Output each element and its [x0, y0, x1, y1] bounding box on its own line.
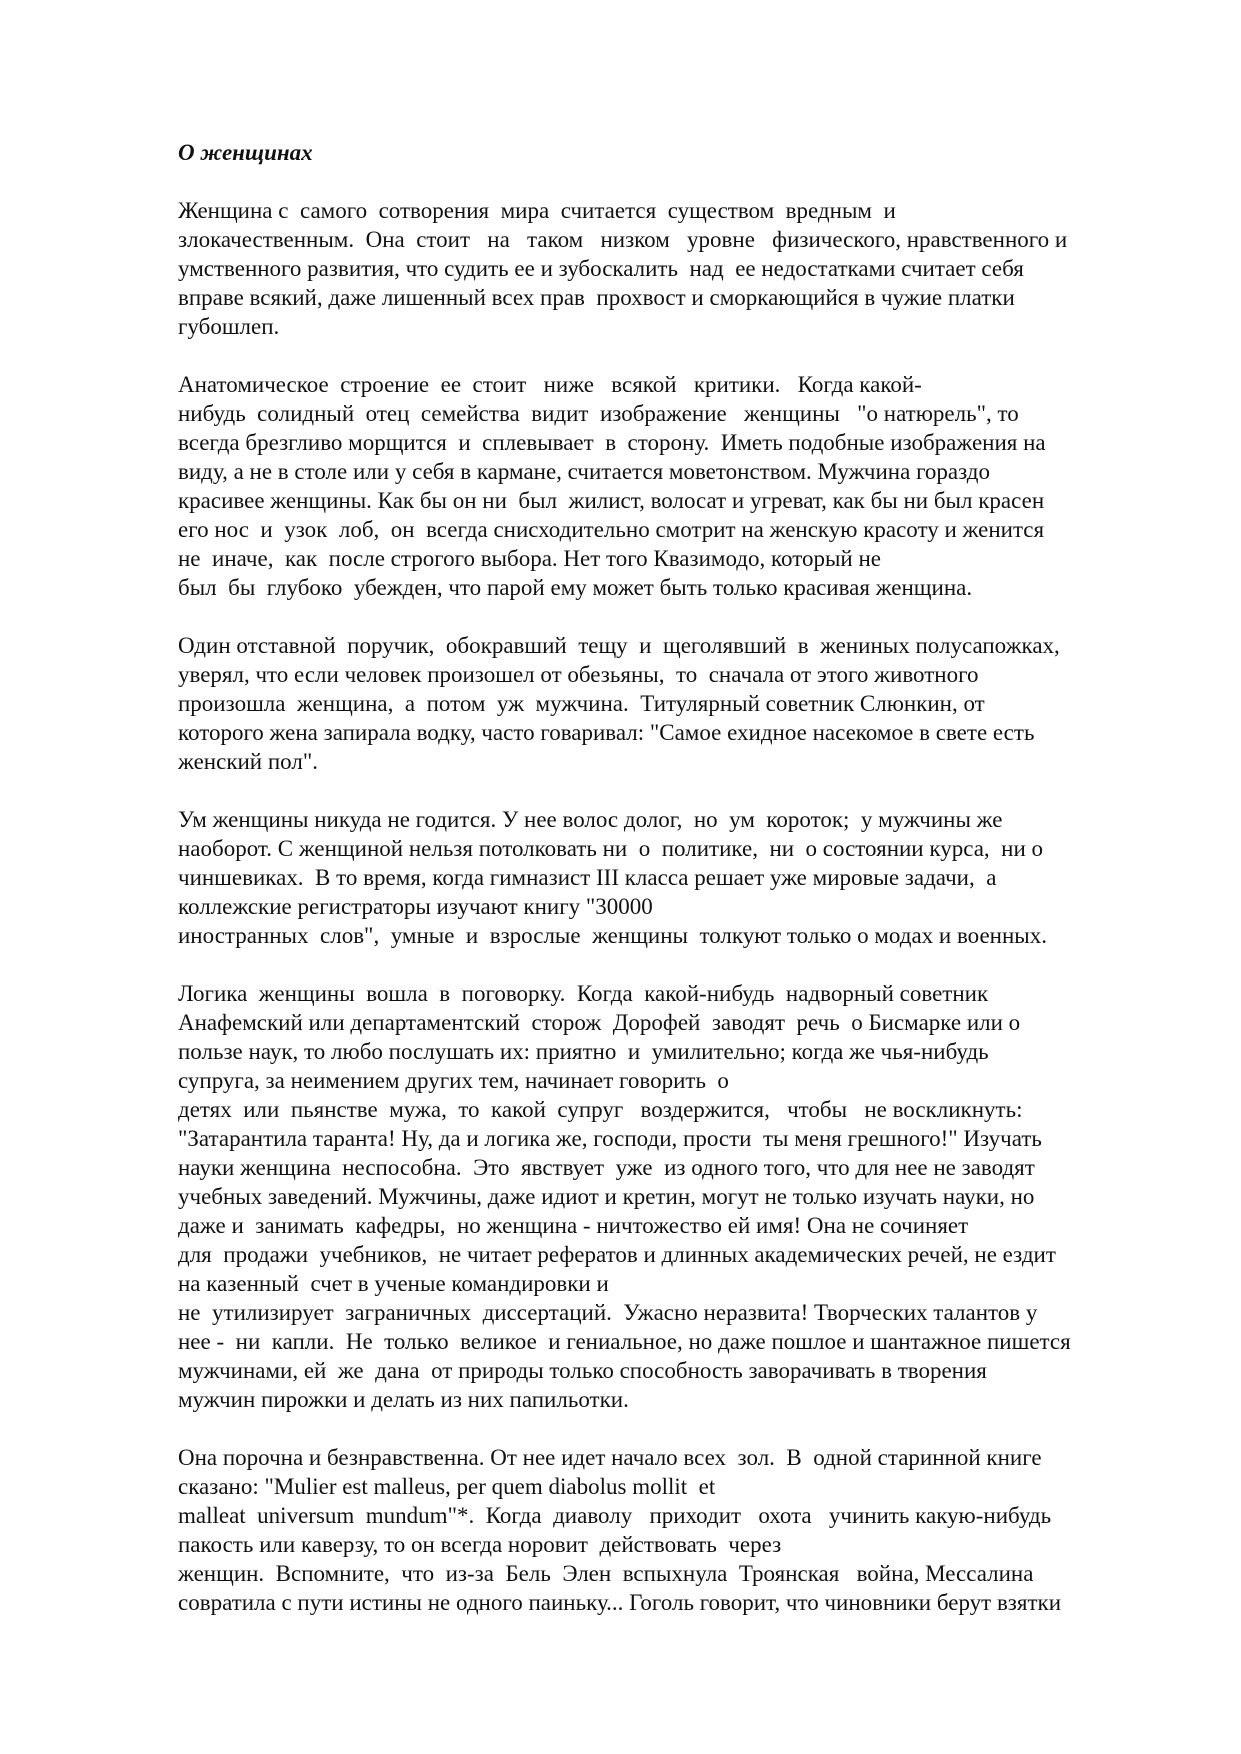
text-line: коллежские регистраторы изучают книгу "30000 [178, 894, 653, 919]
text-line: Один отставной поручик, обокравший тещу и щеголявший в жениных полусапожках, [178, 633, 1060, 658]
text-line: Анатомическое строение ее стоит ниже всякой критики. Когда какой- [178, 372, 922, 397]
text-line: уверял, что если человек произошел от обезьяны, то сначала от этого животного [178, 662, 979, 687]
text-line: всегда брезгливо морщится и сплевывает в сторону. Иметь подобные изображения на [178, 430, 1046, 455]
text-line: пакость или каверзу, то он всегда норовит действовать через [178, 1532, 782, 1557]
paragraph [178, 196, 1178, 341]
text-line: которого жена запирала водку, часто говаривал: "Самое ехидное насекомое в свете есть [178, 720, 1035, 745]
text-line: женщин. Вспомните, что из-за Бель Элен вспыхнула Троянская война, Мессалина [178, 1561, 1034, 1586]
text-line: учебных заведений. Мужчины, даже идиот и кретин, могут не только изучать науки, но [178, 1184, 1035, 1209]
text-line: нибудь солидный отец семейства видит изображение женщины "о натюрель", то [178, 401, 1019, 426]
paragraph [178, 631, 1178, 776]
text-line: его нос и узок лоб, он всегда снисходительно смотрит на женскую красоту и женится [178, 517, 1045, 542]
document-body [178, 196, 1178, 1617]
text-line: умственного развития, что судить ее и зубоскалить над ее недостатками считает себя [178, 256, 1024, 281]
text-line: губошлеп. [178, 314, 280, 339]
text-line: для продажи учебников, не читает рефератов и длинных академических речей, не ездит [178, 1242, 1056, 1267]
text-line: сказано: "Mulier est malleus, per quem diabolus mollit et [178, 1474, 716, 1499]
text-line: наоборот. С женщиной нельзя потолковать ни о политике, ни о состоянии курса, ни о [178, 836, 1044, 861]
text-line: Ум женщины никуда не годится. У нее волос долог, но ум короток; у мужчины же [178, 807, 1003, 832]
document-title: О женщинах [178, 140, 313, 165]
text-line: "Затарантила таранта! Ну, да и логика же, господи, прости ты меня грешного!" Изучать [178, 1126, 1042, 1151]
text-line: виду, а не в столе или у себя в кармане, считается моветонством. Мужчина гораздо [178, 459, 991, 484]
text-line: нее - ни капли. Не только великое и гениальное, но даже пошлое и шантажное пишется [178, 1329, 1071, 1354]
text-line: Женщина с самого сотворения мира считается существом вредным и [178, 198, 896, 223]
text-line: не утилизирует заграничных диссертаций. Ужасно неразвита! Творческих талантов у [178, 1300, 1038, 1325]
text-line: чиншевиках. В то время, когда гимназист III класса решает уже мировые задачи, а [178, 865, 997, 890]
text-line: красивее женщины. Как бы он ни был жилист, волосат и угреват, как бы ни был красен [178, 488, 1045, 513]
paragraph [178, 1443, 1178, 1617]
text-line: на казенный счет в ученые командировки и [178, 1271, 609, 1296]
text-line: пользе наук, то любо послушать их: приятно и умилительно; когда же чья-нибудь [178, 1039, 989, 1064]
text-line: детях или пьянстве мужа, то какой супруг воздержится, чтобы не воскликнуть: [178, 1097, 1023, 1122]
text-line: злокачественным. Она стоит на таком низком уровне физического, нравственного и [178, 227, 1068, 252]
text-line: даже и занимать кафедры, но женщина - ничтожество ей имя! Она не сочиняет [178, 1213, 969, 1238]
paragraph [178, 370, 1178, 602]
paragraph [178, 979, 1178, 1414]
text-line: женский пол". [178, 749, 318, 774]
text-line: мужчинами, ей же дана от природы только способность заворачивать в творения [178, 1358, 987, 1383]
text-line: вправе всякий, даже лишенный всех прав прохвост и сморкающийся в чужие платки [178, 285, 1015, 310]
text-line: Анафемский или департаментский сторож Дорофей заводят речь о Бисмарке или о [178, 1010, 1021, 1035]
text-line: совратила с пути истины не одного паиньку... Гоголь говорит, что чиновники берут взятки [178, 1590, 1062, 1615]
text-line: науки женщина неспособна. Это явствует уже из одного того, что для нее не заводят [178, 1155, 1035, 1180]
text-line: Логика женщины вошла в поговорку. Когда какой-нибудь надворный советник [178, 981, 989, 1006]
text-line: мужчин пирожки и делать из них папильотки. [178, 1387, 629, 1412]
text-line: Она порочна и безнравственна. От нее идет начало всех зол. В одной старинной книге [178, 1445, 1042, 1470]
text-line: иностранных слов", умные и взрослые женщины толкуют только о модах и военных. [178, 923, 1047, 948]
document-page [178, 138, 1178, 1646]
paragraph [178, 805, 1178, 950]
text-line: malleat universum mundum"*. Когда диаволу приходит охота учинить какую-нибудь [178, 1503, 1052, 1528]
text-line: не иначе, как после строгого выбора. Нет того Квазимодо, который не [178, 546, 881, 571]
text-line: супруга, за неимением других тем, начинает говорить о [178, 1068, 729, 1093]
text-line: произошла женщина, а потом уж мужчина. Титулярный советник Слюнкин, от [178, 691, 985, 716]
text-line: был бы глубоко убежден, что парой ему может быть только красивая женщина. [178, 575, 973, 600]
